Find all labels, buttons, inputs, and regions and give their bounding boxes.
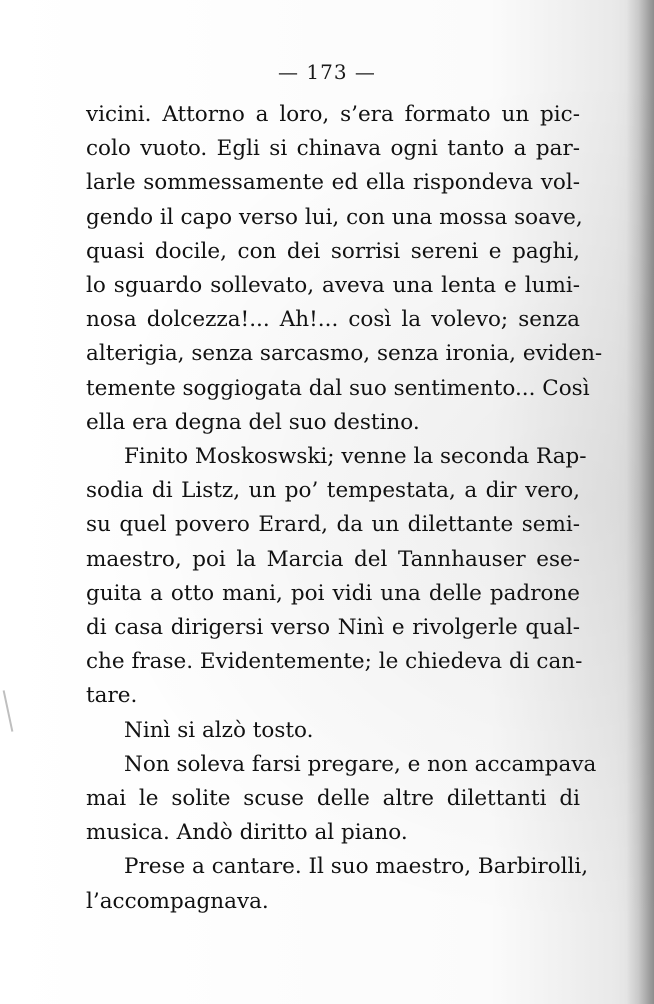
text-line: gendo il capo verso lui, con una mossa soave, xyxy=(86,204,583,230)
text-line: quasi docile, con dei sorrisi sereni e paghi, xyxy=(86,238,580,264)
text-line: tare. xyxy=(86,683,138,709)
text-line: temente soggiogata dal suo sentimento... Così xyxy=(86,375,590,401)
text-line: che frase. Evidentemente; le chiedeva di can- xyxy=(86,649,583,675)
text-line: ella era degna del suo destino. xyxy=(86,409,420,435)
page-edge-shadow xyxy=(626,0,654,1004)
text-line: l’accompagnava. xyxy=(86,888,269,914)
margin-mark xyxy=(3,690,14,731)
text-line: mai le solite scuse delle altre dilettanti di xyxy=(86,786,580,812)
text-line: Prese a cantare. Il suo maestro, Barbirolli, xyxy=(124,854,589,880)
text-line: alterigia, senza sarcasmo, senza ironia, eviden- xyxy=(86,341,603,367)
text-line: su quel povero Erard, da un dilettante semi- xyxy=(86,512,580,538)
text-line: vicini. Attorno a loro, s’era formato un pic- xyxy=(86,102,580,127)
text-line: Non soleva farsi pregare, e non accampava xyxy=(124,751,597,777)
text-line: musica. Andò diritto al piano. xyxy=(86,820,408,846)
text-line: Finito Moskoswski; venne la seconda Rap- xyxy=(124,444,587,470)
text-line: Ninì si alzò tosto. xyxy=(124,717,314,743)
text-line: di casa dirigersi verso Ninì e rivolgerle qual- xyxy=(86,615,580,641)
text-line: maestro, poi la Marcia del Tannhauser ese- xyxy=(86,546,580,572)
text-line: larle sommessamente ed ella rispondeva vol- xyxy=(86,170,580,196)
body-text xyxy=(86,98,603,919)
text-line: lo sguardo sollevato, aveva una lenta e lumi- xyxy=(86,273,580,299)
text-line: sodia di Listz, un po’ tempestata, a dir vero, xyxy=(86,478,580,504)
text-line: guita a otto mani, poi vidi una delle padrone xyxy=(86,580,580,606)
page-number: — 173 — xyxy=(278,60,376,84)
text-line: nosa dolcezza!... Ah!... così la volevo; senza xyxy=(86,307,580,333)
text-line: colo vuoto. Egli si chinava ogni tanto a par- xyxy=(86,136,580,162)
